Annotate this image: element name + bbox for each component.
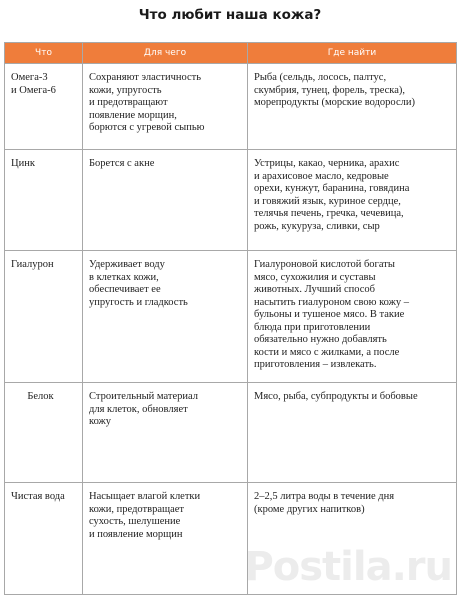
nutrient-sources: Устрицы, какао, черника, арахис и арахисовое масло, кедровые орехи, кунжут, баранина, говядина и говяжий язык, куриное сердце, телячья печень, гречка, чечевица, рожь, кукуруза, сливки, сыр	[254, 158, 410, 232]
nutrient-sources: Мясо, рыба, субпродукты и бобовые	[254, 391, 418, 402]
column-header-what: Что	[5, 43, 83, 64]
nutrient-name: Омега-3 и Омега-6	[11, 72, 56, 96]
table-cell	[83, 383, 248, 483]
table-cell	[83, 251, 248, 383]
table-cell	[83, 483, 248, 595]
column-header-where: Где найти	[248, 43, 457, 64]
column-header-purpose: Для чего	[83, 43, 248, 64]
nutrient-sources: Гиалуроновой кислотой богаты мясо, сухожилия и суставы животных. Лучший способ насытить гиалуроном свою кожу – бульоны и тушеное мясо. В такие блюда при приготовлении обязательно нужно добавлять кости и мясо с жилками, а после приготовления – извлекать.	[254, 259, 410, 370]
table-cell	[248, 64, 457, 150]
table-row	[5, 251, 457, 383]
table-cell	[248, 150, 457, 251]
table-cell	[83, 150, 248, 251]
table-row	[5, 150, 457, 251]
table-cell	[5, 483, 83, 595]
page-title: Что любит наша кожа?	[138, 7, 322, 23]
nutrient-name: Гиалурон	[11, 259, 54, 270]
nutrient-name: Цинк	[11, 158, 35, 169]
nutrient-purpose: Насыщает влагой клетки кожи, предотвращает сухость, шелушение и появление морщин	[89, 491, 201, 540]
skin-nutrition-table	[4, 42, 457, 595]
watermark: Postila.ru	[244, 544, 452, 590]
nutrient-purpose: Строительный материал для клеток, обновляет кожу	[89, 391, 198, 427]
nutrient-name: Чистая вода	[11, 491, 65, 502]
nutrient-sources: Рыба (сельдь, лосось, палтус, скумбрия, тунец, форель, треска), морепродукты (морские водоросли)	[254, 72, 415, 108]
table-header-row	[5, 43, 457, 64]
table-cell	[248, 383, 457, 483]
nutrient-purpose: Борется с акне	[89, 158, 155, 169]
nutrient-name: Белок	[27, 391, 54, 402]
table-cell	[5, 150, 83, 251]
table-cell	[5, 251, 83, 383]
table-cell	[248, 251, 457, 383]
table-row	[5, 383, 457, 483]
table-cell	[83, 64, 248, 150]
table-cell	[5, 64, 83, 150]
nutrient-sources: 2–2,5 литра воды в течение дня (кроме других напитков)	[254, 491, 395, 515]
table-row	[5, 64, 457, 150]
nutrient-purpose: Удерживает воду в клетках кожи, обеспечивает ее упругость и гладкость	[89, 259, 188, 308]
table-cell	[5, 383, 83, 483]
nutrient-purpose: Сохраняют эластичность кожи, упругость и предотвращают появление морщин, борются с угревой сыпью	[89, 72, 205, 133]
